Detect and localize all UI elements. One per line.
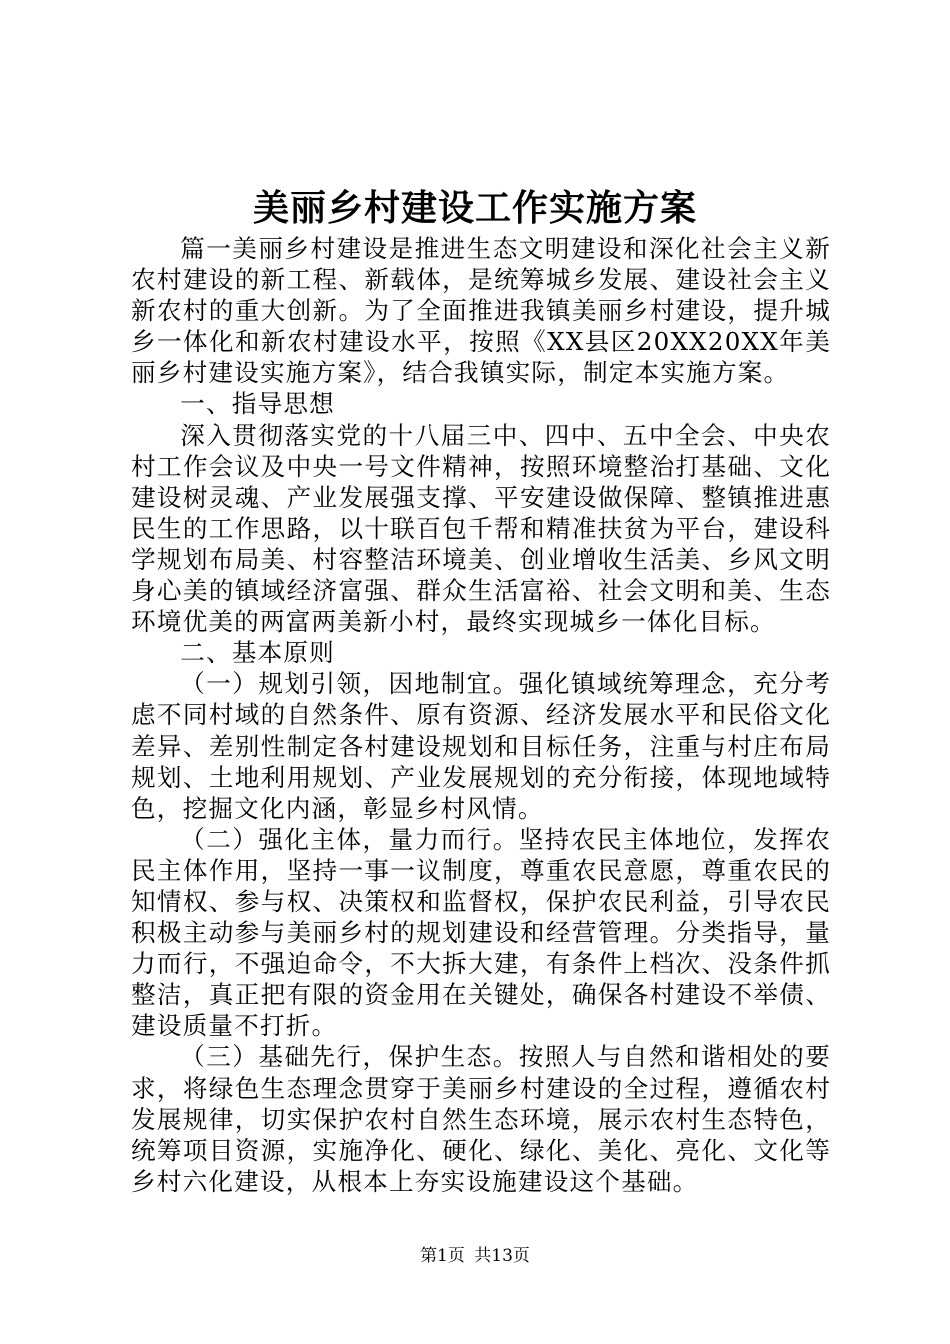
paragraph-principle-2: （二）强化主体，量力而行。坚持农民主体地位，发挥农民主体作用，坚持一事一议制度，尊重农民意愿，尊重农民的知情权、参与权、决策权和监督权，保护农民利益，引导农民积极主动参与美丽乡村的规划建设和经营管理。分类指导，量力而行，不强迫命令，不大拆大建，有条件上档次、没条件抓整洁，真正把有限的资金用在关键处，确保各村建设不举债、建设质量不打折。 <box>131 824 831 1041</box>
document-body <box>131 233 831 1197</box>
page-footer <box>0 1244 950 1268</box>
paragraph-principle-1: （一）规划引领，因地制宜。强化镇域统筹理念，充分考虑不同村域的自然条件、原有资源、经济发展水平和民俗文化差异、差别性制定各村建设规划和目标任务，注重与村庄布局规划、土地利用规划、产业发展规划的充分衔接，体现地域特色，挖掘文化内涵，彰显乡村风情。 <box>131 669 831 823</box>
heading-basic-principles: 二、基本原则 <box>180 638 335 668</box>
paragraph-principle-3: （三）基础先行，保护生态。按照人与自然和谐相处的要求，将绿色生态理念贯穿于美丽乡村建设的全过程，遵循农村发展规律，切实保护农村自然生态环境，展示农村生态特色，统筹项目资源，实施净化、硬化、绿化、美化、亮化、文化等乡村六化建设，从根本上夯实设施建设这个基础。 <box>131 1042 831 1196</box>
heading-guiding-ideology: 一、指导思想 <box>180 389 335 419</box>
paragraph-intro: 篇一美丽乡村建设是推进生态文明建设和深化社会主义新农村建设的新工程、新载体，是统筹城乡发展、建设社会主义新农村的重大创新。为了全面推进我镇美丽乡村建设，提升城乡一体化和新农村建设水平，按照《XX县区20XX20XX年美丽乡村建设实施方案》，结合我镇实际，制定本实施方案。 <box>131 234 831 388</box>
document-title: 美丽乡村建设工作实施方案 <box>252 187 697 229</box>
page-number: 第1页 <box>420 1246 465 1266</box>
paragraph-guiding-ideology: 深入贯彻落实党的十八届三中、四中、五中全会、中央农村工作会议及中央一号文件精神，按照环境整治打基础、文化建设树灵魂、产业发展强支撑、平安建设做保障、整镇推进惠民生的工作思路，以十联百包千帮和精准扶贫为平台，建设科学规划布局美、村容整洁环境美、创业增收生活美、乡风文明身心美的镇域经济富强、群众生活富裕、社会文明和美、生态环境优美的两富两美新小村，最终实现城乡一体化目标。 <box>131 420 831 637</box>
page-total: 共13页 <box>474 1246 530 1266</box>
